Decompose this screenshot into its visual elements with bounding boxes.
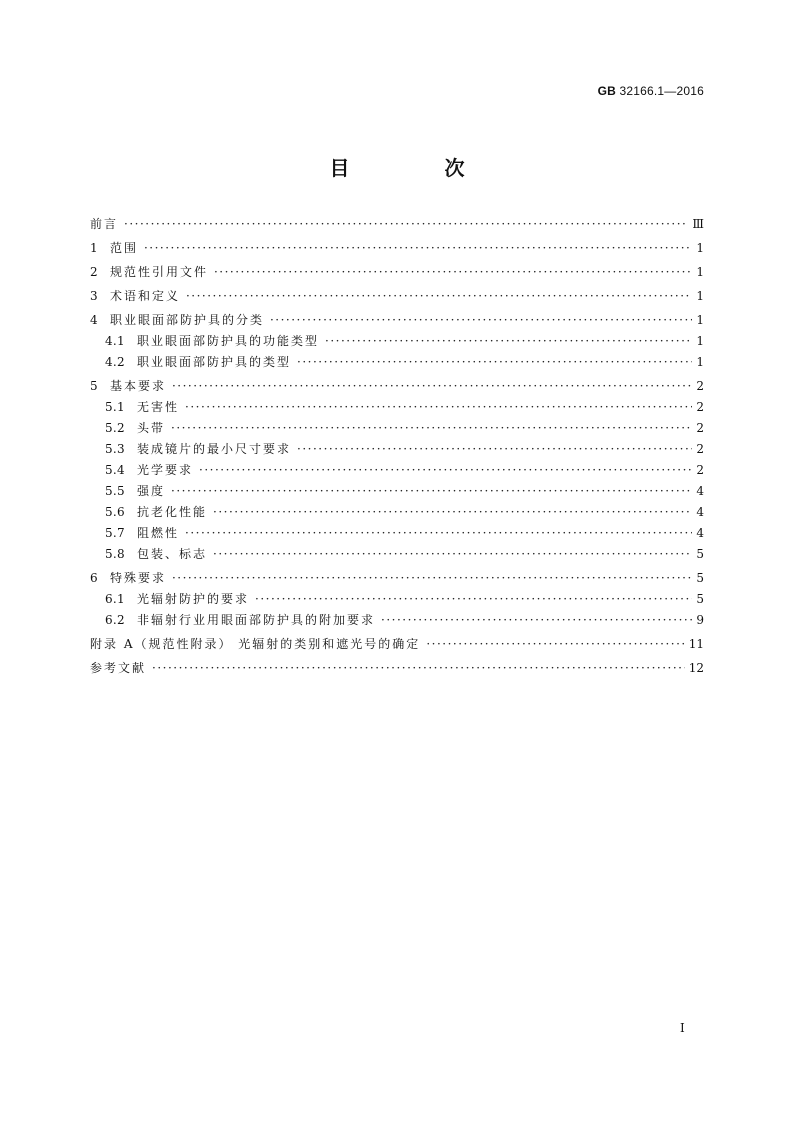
toc-entry[interactable] <box>90 238 704 259</box>
toc-entry[interactable] <box>90 589 704 610</box>
toc-entry[interactable] <box>90 397 704 418</box>
toc-entry[interactable] <box>90 544 704 565</box>
toc-section-number: 2 <box>90 265 98 279</box>
toc-leader-dots <box>185 397 692 418</box>
toc-section-number: 4.1 <box>105 334 125 348</box>
toc-entry[interactable] <box>90 502 704 523</box>
toc-entry[interactable] <box>90 376 704 397</box>
toc-page-number: 9 <box>696 613 704 627</box>
toc-leader-dots <box>213 502 692 523</box>
toc-page-number: 2 <box>696 463 704 477</box>
toc-entry[interactable] <box>90 331 704 352</box>
toc-entry[interactable] <box>90 610 704 631</box>
toc-leader-dots <box>213 544 692 565</box>
toc-entry-title: 无害性 <box>136 400 179 414</box>
toc-entry[interactable] <box>90 439 704 460</box>
toc-leader-dots <box>325 331 692 352</box>
toc-section-number: 4 <box>90 313 98 327</box>
toc-leader-dots <box>270 310 692 331</box>
toc-page-number: 1 <box>696 334 704 348</box>
toc-section-number: 5.1 <box>105 400 125 414</box>
standard-prefix: GB <box>597 84 616 98</box>
toc-entry[interactable] <box>90 481 704 502</box>
toc-leader-dots <box>185 523 692 544</box>
toc-leader-dots <box>426 634 684 655</box>
toc-leader-dots <box>152 658 685 679</box>
toc-page-number: 2 <box>696 379 704 393</box>
toc-section-number: 5.6 <box>105 505 125 519</box>
toc-leader-dots <box>124 214 688 235</box>
toc-page-number: 5 <box>696 592 704 606</box>
toc-page-number: 4 <box>696 484 704 498</box>
toc-entry[interactable] <box>90 310 704 331</box>
toc-entry-title: 职业眼面部防护具的分类 <box>109 313 264 327</box>
toc-entry[interactable] <box>90 418 704 439</box>
toc-page-number: 12 <box>688 661 704 675</box>
toc-section-number: 5.7 <box>105 526 125 540</box>
toc-entry-title: 头带 <box>136 421 165 435</box>
toc-leader-dots <box>199 460 692 481</box>
toc-leader-dots <box>172 568 692 589</box>
toc-entry[interactable] <box>90 658 704 679</box>
toc-entry-title: 光辐射防护的要求 <box>136 592 249 606</box>
toc-section-number: 5.8 <box>105 547 125 561</box>
toc-section-number: 5.3 <box>105 442 125 456</box>
toc-section-number: 5 <box>90 379 98 393</box>
toc-entry[interactable] <box>90 523 704 544</box>
toc-section-number: 6.2 <box>105 613 125 627</box>
toc-entry[interactable] <box>90 634 704 655</box>
toc-section-number: 4.2 <box>105 355 125 369</box>
toc-page-number: 1 <box>696 241 704 255</box>
toc-leader-dots <box>171 418 692 439</box>
toc-entry-title: 特殊要求 <box>109 571 166 585</box>
page-number: Ⅰ <box>680 1021 685 1035</box>
toc-entry[interactable] <box>90 568 704 589</box>
toc-entry-title: 术语和定义 <box>109 289 180 303</box>
toc-leader-dots <box>214 262 692 283</box>
toc-leader-dots <box>381 610 692 631</box>
page-title: 目 次 <box>329 156 509 180</box>
toc-entry[interactable] <box>90 214 704 235</box>
toc-section-number: 5.5 <box>105 484 125 498</box>
toc-page-number: 1 <box>696 289 704 303</box>
toc-section-number: 6 <box>90 571 98 585</box>
toc-entry-title: 非辐射行业用眼面部防护具的附加要求 <box>136 613 375 627</box>
toc-entry-title: 光学要求 <box>136 463 193 477</box>
toc-leader-dots <box>186 286 692 307</box>
toc-section-number: 6.1 <box>105 592 125 606</box>
standard-code <box>598 84 704 98</box>
toc-section-number: 3 <box>90 289 98 303</box>
toc-page-number: 5 <box>696 571 704 585</box>
toc-section-number: 5.4 <box>105 463 125 477</box>
toc-entry-title: 阻燃性 <box>136 526 179 540</box>
toc-leader-dots <box>172 376 692 397</box>
toc-page-number: 2 <box>696 442 704 456</box>
toc-entry-title: 附录 A（规范性附录） 光辐射的类别和遮光号的确定 <box>90 637 421 651</box>
toc-page-number: 1 <box>696 355 704 369</box>
toc-entry-title: 强度 <box>136 484 165 498</box>
toc-section-number: 1 <box>90 241 98 255</box>
toc-page-number: 4 <box>696 505 704 519</box>
toc-leader-dots <box>297 352 692 373</box>
toc-entry-title: 范围 <box>109 241 138 255</box>
standard-number: 32166.1—2016 <box>619 84 704 98</box>
toc-section-number: 5.2 <box>105 421 125 435</box>
toc-entry[interactable] <box>90 460 704 481</box>
toc-page-number: 1 <box>696 265 704 279</box>
toc-page-number: 2 <box>696 421 704 435</box>
toc-entry-title: 职业眼面部防护具的功能类型 <box>136 334 319 348</box>
table-of-contents <box>90 214 704 679</box>
toc-entry-title: 参考文献 <box>90 661 147 675</box>
toc-page-number: 11 <box>688 637 704 651</box>
toc-entry[interactable] <box>90 286 704 307</box>
toc-entry-title: 抗老化性能 <box>136 505 207 519</box>
toc-page-number: 1 <box>696 313 704 327</box>
toc-entry-title: 包装、标志 <box>136 547 207 561</box>
toc-entry-title: 职业眼面部防护具的类型 <box>136 355 291 369</box>
toc-entry-title: 前言 <box>90 217 119 231</box>
toc-page-number: 5 <box>696 547 704 561</box>
toc-leader-dots <box>144 238 692 259</box>
toc-page-number: 2 <box>696 400 704 414</box>
toc-page-number: Ⅲ <box>692 217 704 231</box>
toc-leader-dots <box>171 481 692 502</box>
toc-entry[interactable] <box>90 352 704 373</box>
toc-leader-dots <box>255 589 692 610</box>
toc-leader-dots <box>297 439 692 460</box>
toc-entry-title: 基本要求 <box>109 379 166 393</box>
toc-entry[interactable] <box>90 262 704 283</box>
toc-entry-title: 规范性引用文件 <box>109 265 208 279</box>
toc-page-number: 4 <box>696 526 704 540</box>
toc-entry-title: 装成镜片的最小尺寸要求 <box>136 442 291 456</box>
